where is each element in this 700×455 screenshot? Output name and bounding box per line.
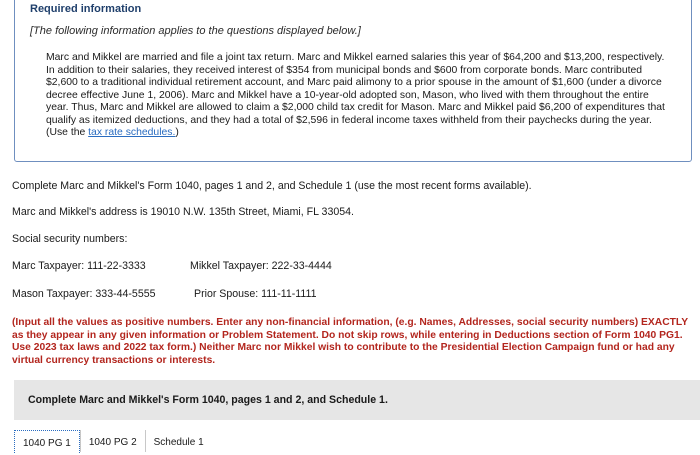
- question-instruction: Complete Marc and Mikkel's Form 1040, pages 1 and 2, and Schedule 1 (use the most recent forms available).: [12, 180, 532, 192]
- required-info-text: Marc and Mikkel are married and file a joint tax return. Marc and Mikkel earned salaries this year of $64,200 and $13,200, respectively. In addition to their salaries, they received interest of $354 from municipal bonds and $600 from corporate bonds. Marc contributed $2,600 to a traditional individual retirement account, and Marc paid alimony to a prior spouse in the amount of $1,600 (under a divorce decree effective June 1, 2006). Marc and Mikkel have a 10-year-old adopted son, Mason, who lived with them throughout the entire year. Thus, Marc and Mikkel are allowed to claim a $2,000 child tax credit for Mason. Marc and Mikkel paid $6,200 of expenditures that qualify as itemized deductions, and they had a total of $2,596 in federal income taxes withheld from their paychecks during the year. (Use the: [46, 52, 665, 138]
- tab-1040-pg-2[interactable]: 1040 PG 2: [80, 430, 145, 452]
- ssn-heading: Social security numbers:: [12, 233, 128, 245]
- marc-ssn: Marc Taxpayer: 111-22-3333: [12, 260, 146, 272]
- tax-rate-schedules-link[interactable]: tax rate schedules.: [88, 127, 176, 138]
- section-title: Complete Marc and Mikkel's Form 1040, pages 1 and 2, and Schedule 1.: [28, 394, 388, 406]
- prior-spouse-ssn: Prior Spouse: 111-11-1111: [194, 288, 317, 300]
- required-info-intro: [The following information applies to the questions displayed below.]: [30, 25, 361, 37]
- required-info-text-end: ): [175, 127, 179, 138]
- address-text: Marc and Mikkel's address is 19010 N.W. 135th Street, Miami, FL 33054.: [12, 206, 354, 218]
- instructions-note: (Input all the values as positive numbers. Enter any non-financial information, (e.g. Names, Addresses, social security numbers) EXACTLY as they appear in any given information or Problem Statement. Do not skip rows, while entering in Deductions section of Form 1040 PG1. Use 2023 tax laws and 2022 tax form.) Neither Marc nor Mikkel wish to contribute to the Presidential Election Campaign fund or had any virtual currency transactions or interests.: [12, 317, 688, 366]
- required-info-title: Required information: [30, 3, 142, 15]
- mason-ssn: Mason Taxpayer: 333-44-5555: [12, 288, 156, 300]
- mikkel-ssn: Mikkel Taxpayer: 222-33-4444: [190, 260, 332, 272]
- required-info-body: [46, 52, 674, 140]
- tab-schedule-1[interactable]: Schedule 1: [145, 430, 212, 452]
- section-header: [14, 380, 700, 420]
- tab-1040-pg-1[interactable]: 1040 PG 1: [14, 430, 80, 453]
- form-tabs: [14, 430, 212, 455]
